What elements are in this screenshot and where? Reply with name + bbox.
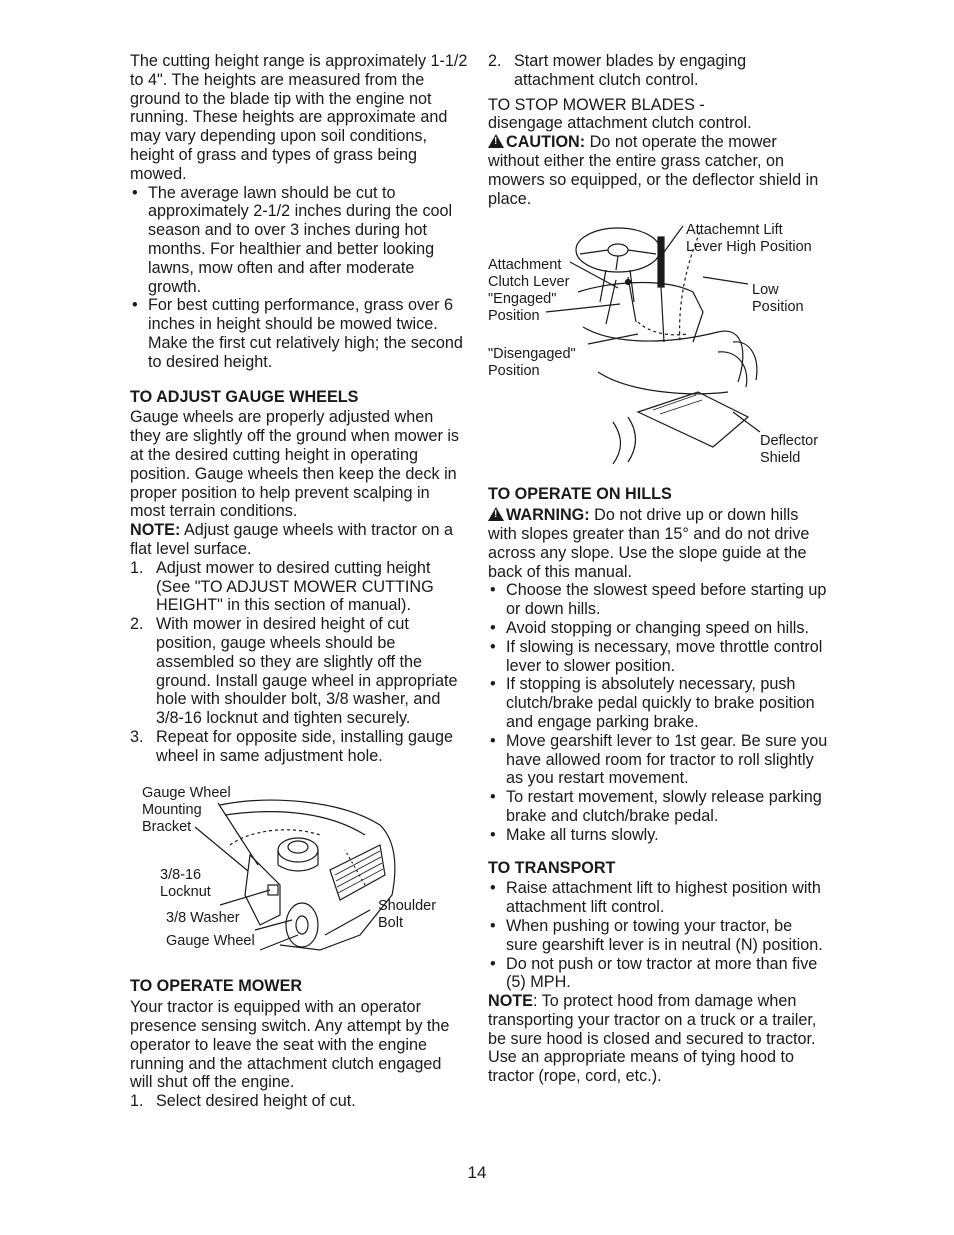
operate-mower-heading: TO OPERATE MOWER bbox=[130, 977, 303, 996]
step-text: Select desired height of cut. bbox=[156, 1092, 356, 1111]
fig-label-clutch: "Engaged" bbox=[488, 291, 557, 308]
fig-label-lift-lever: Attachemnt Lift bbox=[686, 222, 783, 239]
fig-label-disengaged: "Disengaged" bbox=[488, 346, 576, 363]
list-item: • Do not push or tow tractor at more than five (5) MPH. bbox=[488, 955, 828, 993]
list-item bbox=[130, 615, 468, 728]
step-text: Start mower blades by engaging attachment clutch control. bbox=[514, 52, 747, 89]
step-number: 1. bbox=[130, 558, 144, 577]
transport-note bbox=[488, 992, 828, 1086]
step-number: 3. bbox=[130, 727, 144, 746]
page-number: 14 bbox=[467, 1163, 487, 1182]
gauge-wheels-heading: TO ADJUST GAUGE WHEELS bbox=[130, 387, 359, 406]
list-item: • If slowing is necessary, move throttle control lever to slower position. bbox=[488, 638, 828, 676]
step-number: 1. bbox=[130, 1092, 144, 1111]
operate-mower-text: Your tractor is equipped with an operator presence sensing switch. Any attempt by the operator to leave the seat with the engine running and the attachment clutch engaged will shut off the engine. bbox=[130, 998, 450, 1092]
list-item bbox=[130, 728, 468, 766]
fig-label-washer: 3/8 Washer bbox=[166, 910, 240, 927]
step-number: 2. bbox=[488, 52, 502, 70]
list-item: • For best cutting performance, grass over 6 inches in height should be mowed twice. Make the first cut relatively high; the second to desired height. bbox=[130, 296, 468, 371]
fig-label-clutch: Attachment bbox=[488, 257, 562, 274]
operate-steps-continued bbox=[488, 52, 828, 90]
step-text: Repeat for opposite side, installing gauge wheel in same adjustment hole. bbox=[156, 727, 453, 765]
fig-label-bolt: Bolt bbox=[378, 915, 403, 932]
transport-bullets bbox=[488, 879, 828, 992]
list-item: • Raise attachment lift to highest position with attachment lift control. bbox=[488, 879, 828, 917]
list-item bbox=[130, 1092, 468, 1111]
hills-heading: TO OPERATE ON HILLS bbox=[488, 485, 672, 504]
gauge-steps bbox=[130, 559, 468, 766]
left-column bbox=[130, 52, 468, 1111]
tractor-clutch-figure bbox=[488, 222, 828, 477]
note-label: NOTE bbox=[488, 992, 533, 1011]
fig-label-lift-lever: Lever High Position bbox=[686, 239, 812, 256]
warning-triangle-icon bbox=[488, 134, 504, 148]
note-text: : To protect hood from damage when transporting your tractor on a truck or a trailer, be sure hood is closed and secured to tractor. Use an appropriate means of tying hood to tractor (rope, cord, etc.). bbox=[488, 992, 817, 1086]
step-text: Adjust mower to desired cutting height (See "TO ADJUST MOWER CUTTING HEIGHT" in this section of manual). bbox=[156, 558, 434, 615]
caution-paragraph bbox=[488, 133, 828, 208]
warning-triangle-icon bbox=[488, 507, 504, 521]
fig-label-bracket: Bracket bbox=[142, 819, 192, 836]
stop-blades-text: disengage attachment clutch control. bbox=[488, 114, 752, 133]
fig-label-bracket: Gauge Wheel bbox=[142, 785, 231, 802]
fig-label-bolt: Shoulder bbox=[378, 898, 437, 915]
cutting-bullets bbox=[130, 184, 468, 372]
fig-label-bracket: Mounting bbox=[142, 802, 202, 819]
list-item: • Choose the slowest speed before starting up or down hills. bbox=[488, 581, 828, 619]
list-item: • The average lawn should be cut to approximately 2-1/2 inches during the cool season and to over 3 inches during hot months. For healthier and better looking lawns, mow often and after moderate growth. bbox=[130, 184, 468, 297]
step-text: With mower in desired height of cut position, gauge wheels should be assembled so they are slightly off the ground. Install gauge wheel in appropriate hole with shoulder bolt, 3/8 washer, and 3/8-16 locknut and tighten securely. bbox=[156, 615, 458, 728]
gauge-wheels-text: Gauge wheels are properly adjusted when they are slightly off the ground when mower is at the desired cutting height in operating position. Gauge wheels then keep the deck in proper position to help prevent scalping in most terrain conditions. bbox=[130, 408, 460, 521]
cutting-height-intro: The cutting height range is approximately 1-1/2 to 4". The heights are measured from the ground to the blade tip with the engine not running. These heights are approximate and may vary depending upon soil conditions, height of grass and types of grass being mowed. bbox=[130, 52, 468, 183]
stop-blades-heading: TO STOP MOWER BLADES - bbox=[488, 95, 705, 114]
note-text: Adjust gauge wheels with tractor on a flat level surface. bbox=[130, 521, 454, 558]
warning-text: Do not drive up or down hills with slopes greater than 15° and do not drive across any slope. Use the slope guide at the back of this manual. bbox=[488, 506, 810, 581]
list-item: • Make all turns slowly. bbox=[488, 826, 828, 845]
gauge-note bbox=[130, 521, 468, 559]
fig-label-wheel: Gauge Wheel bbox=[166, 933, 255, 950]
right-column bbox=[488, 52, 828, 1086]
list-item: • Avoid stopping or changing speed on hills. bbox=[488, 619, 828, 638]
fig-label-clutch: Position bbox=[488, 308, 540, 325]
list-item bbox=[488, 52, 828, 90]
fig-label-deflector: Shield bbox=[760, 450, 801, 467]
list-item: • When pushing or towing your tractor, be sure gearshift lever is in neutral (N) position. bbox=[488, 917, 828, 955]
fig-label-clutch: Clutch Lever bbox=[488, 274, 570, 291]
fig-label-low: Position bbox=[752, 299, 804, 316]
list-item: • To restart movement, slowly release parking brake and clutch/brake pedal. bbox=[488, 788, 828, 826]
fig-label-low: Low bbox=[752, 282, 779, 299]
step-number: 2. bbox=[130, 615, 144, 634]
warning-paragraph bbox=[488, 506, 828, 581]
fig-label-deflector: Deflector bbox=[760, 433, 819, 450]
caution-text: Do not operate the mower without either the entire grass catcher, on mowers so equipped, or the deflector shield in place. bbox=[488, 133, 819, 208]
operate-steps bbox=[130, 1092, 468, 1111]
list-item: • Move gearshift lever to 1st gear. Be sure you have allowed room for tractor to roll slightly as you restart movement. bbox=[488, 732, 828, 788]
fig-label-locknut: Locknut bbox=[160, 884, 211, 901]
warning-label: WARNING: bbox=[506, 506, 590, 525]
caution-label: CAUTION: bbox=[506, 133, 586, 152]
gauge-wheel-figure bbox=[130, 785, 460, 965]
list-item: • If stopping is absolutely necessary, push clutch/brake pedal quickly to brake position and engage parking brake. bbox=[488, 675, 828, 731]
list-item bbox=[130, 559, 468, 615]
hills-bullets bbox=[488, 581, 828, 844]
fig-label-disengaged: Position bbox=[488, 363, 540, 380]
fig-label-locknut: 3/8-16 bbox=[160, 867, 202, 884]
note-label: NOTE: bbox=[130, 521, 181, 540]
transport-heading: TO TRANSPORT bbox=[488, 858, 616, 877]
